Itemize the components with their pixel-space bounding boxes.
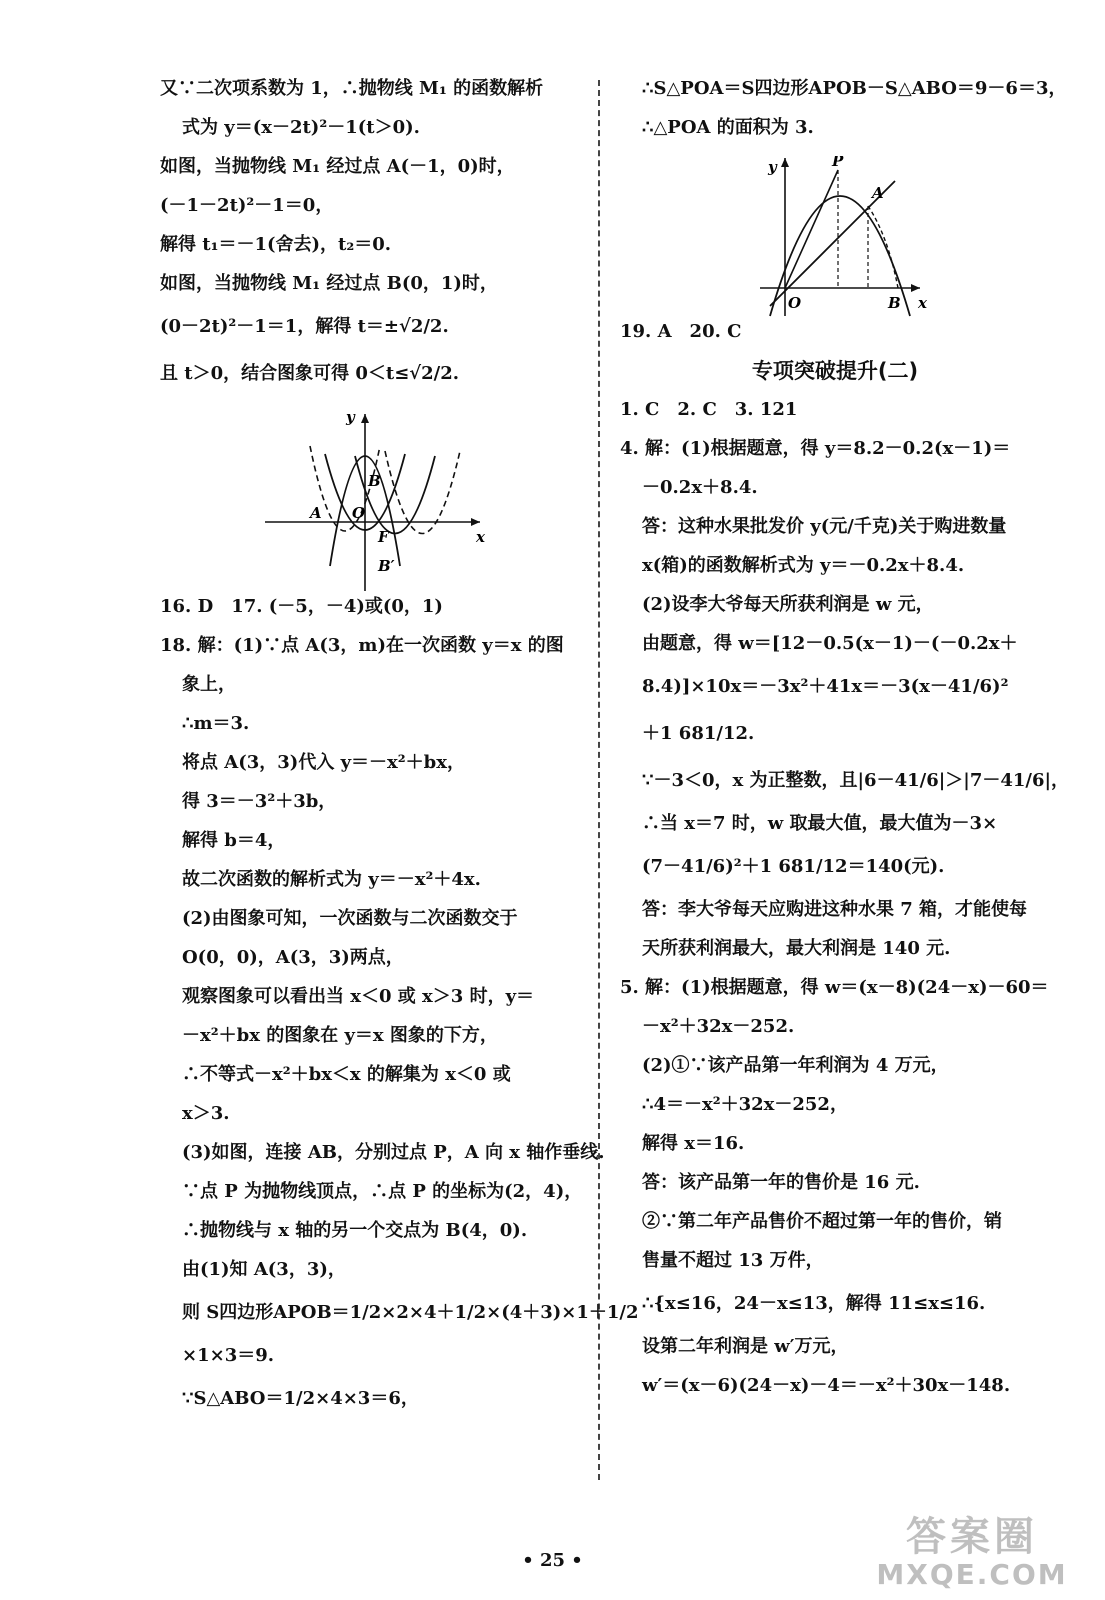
point-a-label: A — [310, 504, 322, 522]
left-column — [160, 78, 639, 1431]
text-line: ∵S△ABO＝1/2×4×3＝6， — [182, 1388, 419, 1409]
text-line: ∴S△POA＝S四边形APOB－S△ABO＝9－6＝3， — [642, 78, 1067, 99]
text-line: ＋1 681/12. — [642, 723, 755, 744]
text-line: ∴4＝－x²＋32x－252， — [642, 1094, 848, 1115]
text-line: ②∵第二年产品售价不超过第一年的售价，销 — [642, 1211, 1002, 1232]
text-line: ∵点 P 为抛物线顶点，∴点 P 的坐标为(2，4)， — [182, 1181, 583, 1202]
text-line: 解得 t₁＝－1(舍去)，t₂＝0. — [160, 234, 392, 255]
x-label: x — [476, 528, 485, 546]
text-line: (2)设李大爷每天所获利润是 w 元， — [642, 594, 934, 615]
text-line: x(箱)的函数解析式为 y＝－0.2x＋8.4. — [642, 555, 965, 576]
text-line: －0.2x＋8.4. — [642, 477, 758, 498]
text-line: ∴抛物线与 x 轴的另一个交点为 B(4，0). — [182, 1220, 528, 1241]
text-line: 将点 A(3，3)代入 y＝－x²＋bx， — [182, 752, 465, 773]
origin-label: O — [352, 504, 366, 522]
text-line: ∵－3＜0，x 为正整数，且|6－41/6|＞|7－41/6|， — [642, 770, 1070, 791]
text-line: O(0，0)，A(3，3)两点， — [182, 947, 404, 968]
text-line: 象上， — [182, 674, 236, 695]
watermark-url: MXQE.COM — [876, 1558, 1068, 1591]
text-line: 解得 x＝16. — [642, 1133, 745, 1154]
text-line: ×1×3＝9. — [182, 1345, 275, 1366]
point-p-label: P — [832, 156, 844, 170]
point-b-prime-label: B′ — [378, 557, 395, 575]
watermark-logo — [857, 1514, 1087, 1590]
point-f-label: F — [378, 528, 389, 546]
x-axis-arrow — [471, 518, 480, 526]
text-line: 5. 解：(1)根据题意，得 w＝(x－8)(24－x)－60＝ — [620, 977, 1049, 998]
origin-label: O — [788, 294, 802, 312]
text-line: 得 3＝－3²＋3b， — [182, 791, 337, 812]
segment-op — [785, 170, 838, 288]
section-title: 专项突破提升(二) — [751, 359, 919, 383]
text-line: ∴不等式－x²＋bx＜x 的解集为 x＜0 或 — [182, 1064, 511, 1085]
y-axis-arrow — [361, 414, 369, 423]
text-line: ∴当 x＝7 时，w 取最大值，最大值为－3× — [642, 813, 998, 834]
y-label: y — [768, 158, 777, 176]
text-line: 18. 解：(1)∵点 A(3，m)在一次函数 y＝x 的图 — [160, 635, 564, 656]
text-line: 且 t＞0，结合图象可得 0＜t≤√2/2. — [160, 363, 460, 384]
text-line: (－1－2t)²－1＝0， — [160, 195, 334, 216]
column-divider — [598, 80, 600, 1480]
text-line: 解得 b＝4， — [182, 830, 286, 851]
text-line: －x²＋32x－252. — [642, 1016, 795, 1037]
page-number: • 25 • — [522, 1550, 583, 1571]
x-label: x — [918, 294, 927, 312]
text-line: x＞3. — [182, 1103, 230, 1124]
text-line: 答：该产品第一年的售价是 16 元. — [642, 1172, 920, 1193]
text-line: ∴m＝3. — [182, 713, 250, 734]
answers-19-20: 19. A 20. C — [620, 321, 742, 342]
text-line: (2)由图象可知，一次函数与二次函数交于 — [182, 908, 518, 929]
text-line: 1. C 2. C 3. 121 — [620, 399, 798, 420]
text-line: 如图，当抛物线 M₁ 经过点 B(0，1)时， — [160, 273, 498, 294]
y-axis-arrow — [781, 158, 789, 167]
text-line: 由(1)知 A(3，3)， — [182, 1259, 346, 1280]
watermark-text: 答案圈 — [906, 1514, 1038, 1560]
text-line: 又∵二次项系数为 1，∴抛物线 M₁ 的函数解析 — [160, 78, 544, 99]
right-column — [620, 78, 1070, 1414]
text-line: 8.4)]×10x＝－3x²＋41x＝－3(x－41/6)² — [642, 676, 1009, 697]
text-line: 16. D 17. (－5，－4)或(0，1) — [160, 596, 443, 617]
text-line: 则 S四边形APOB＝1/2×2×4＋1/2×(4＋3)×1＋1/2 — [182, 1302, 639, 1323]
text-line: 式为 y＝(x－2t)²－1(t＞0). — [182, 117, 420, 138]
text-line: 故二次函数的解析式为 y＝－x²＋4x. — [182, 869, 481, 890]
dashed-parabola-right — [385, 451, 460, 534]
text-line: 观察图象可以看出当 x＜0 或 x＞3 时，y＝ — [182, 986, 535, 1007]
text-line: 答：李大爷每天应购进这种水果 7 箱，才能使每 — [642, 899, 1028, 920]
point-b-label: B — [368, 472, 381, 490]
y-label: y — [346, 408, 355, 426]
text-line: 答：这种水果批发价 y(元/千克)关于购进数量 — [642, 516, 1007, 537]
text-line: 设第二年利润是 w′万元， — [642, 1336, 849, 1357]
point-b-label: B — [888, 294, 901, 312]
text-line: 如图，当抛物线 M₁ 经过点 A(－1，0)时， — [160, 156, 515, 177]
text-line: (7－41/6)²＋1 681/12＝140(元). — [642, 856, 945, 877]
text-line: 4. 解：(1)根据题意，得 y＝8.2－0.2(x－1)＝ — [620, 438, 1011, 459]
text-line: ∴△POA 的面积为 3. — [642, 117, 814, 138]
point-a-label: A — [872, 184, 884, 202]
segment-ab — [868, 206, 898, 288]
text-line: (0－2t)²－1＝1，解得 t＝±√2/2. — [160, 316, 449, 337]
text-line: 天所获利润最大，最大利润是 140 元. — [642, 938, 951, 959]
triangle-poa-figure — [620, 156, 1050, 321]
text-line: (3)如图，连接 AB，分别过点 P，A 向 x 轴作垂线. — [182, 1142, 605, 1163]
text-line: ∴{x≤16，24－x≤13，解得 11≤x≤16. — [642, 1293, 986, 1314]
text-line: 售量不超过 13 万件， — [642, 1250, 824, 1271]
parabola-translation-figure — [160, 406, 580, 596]
text-line: －x²＋bx 的图象在 y＝x 图象的下方， — [182, 1025, 498, 1046]
text-line: (2)①∵该产品第一年利润为 4 万元， — [642, 1055, 949, 1076]
text-line: 由题意，得 w＝[12－0.5(x－1)－(－0.2x＋ — [642, 633, 1018, 654]
text-line: w′＝(x－6)(24－x)－4＝－x²＋30x－148. — [642, 1375, 1011, 1396]
x-axis-arrow — [911, 284, 920, 292]
